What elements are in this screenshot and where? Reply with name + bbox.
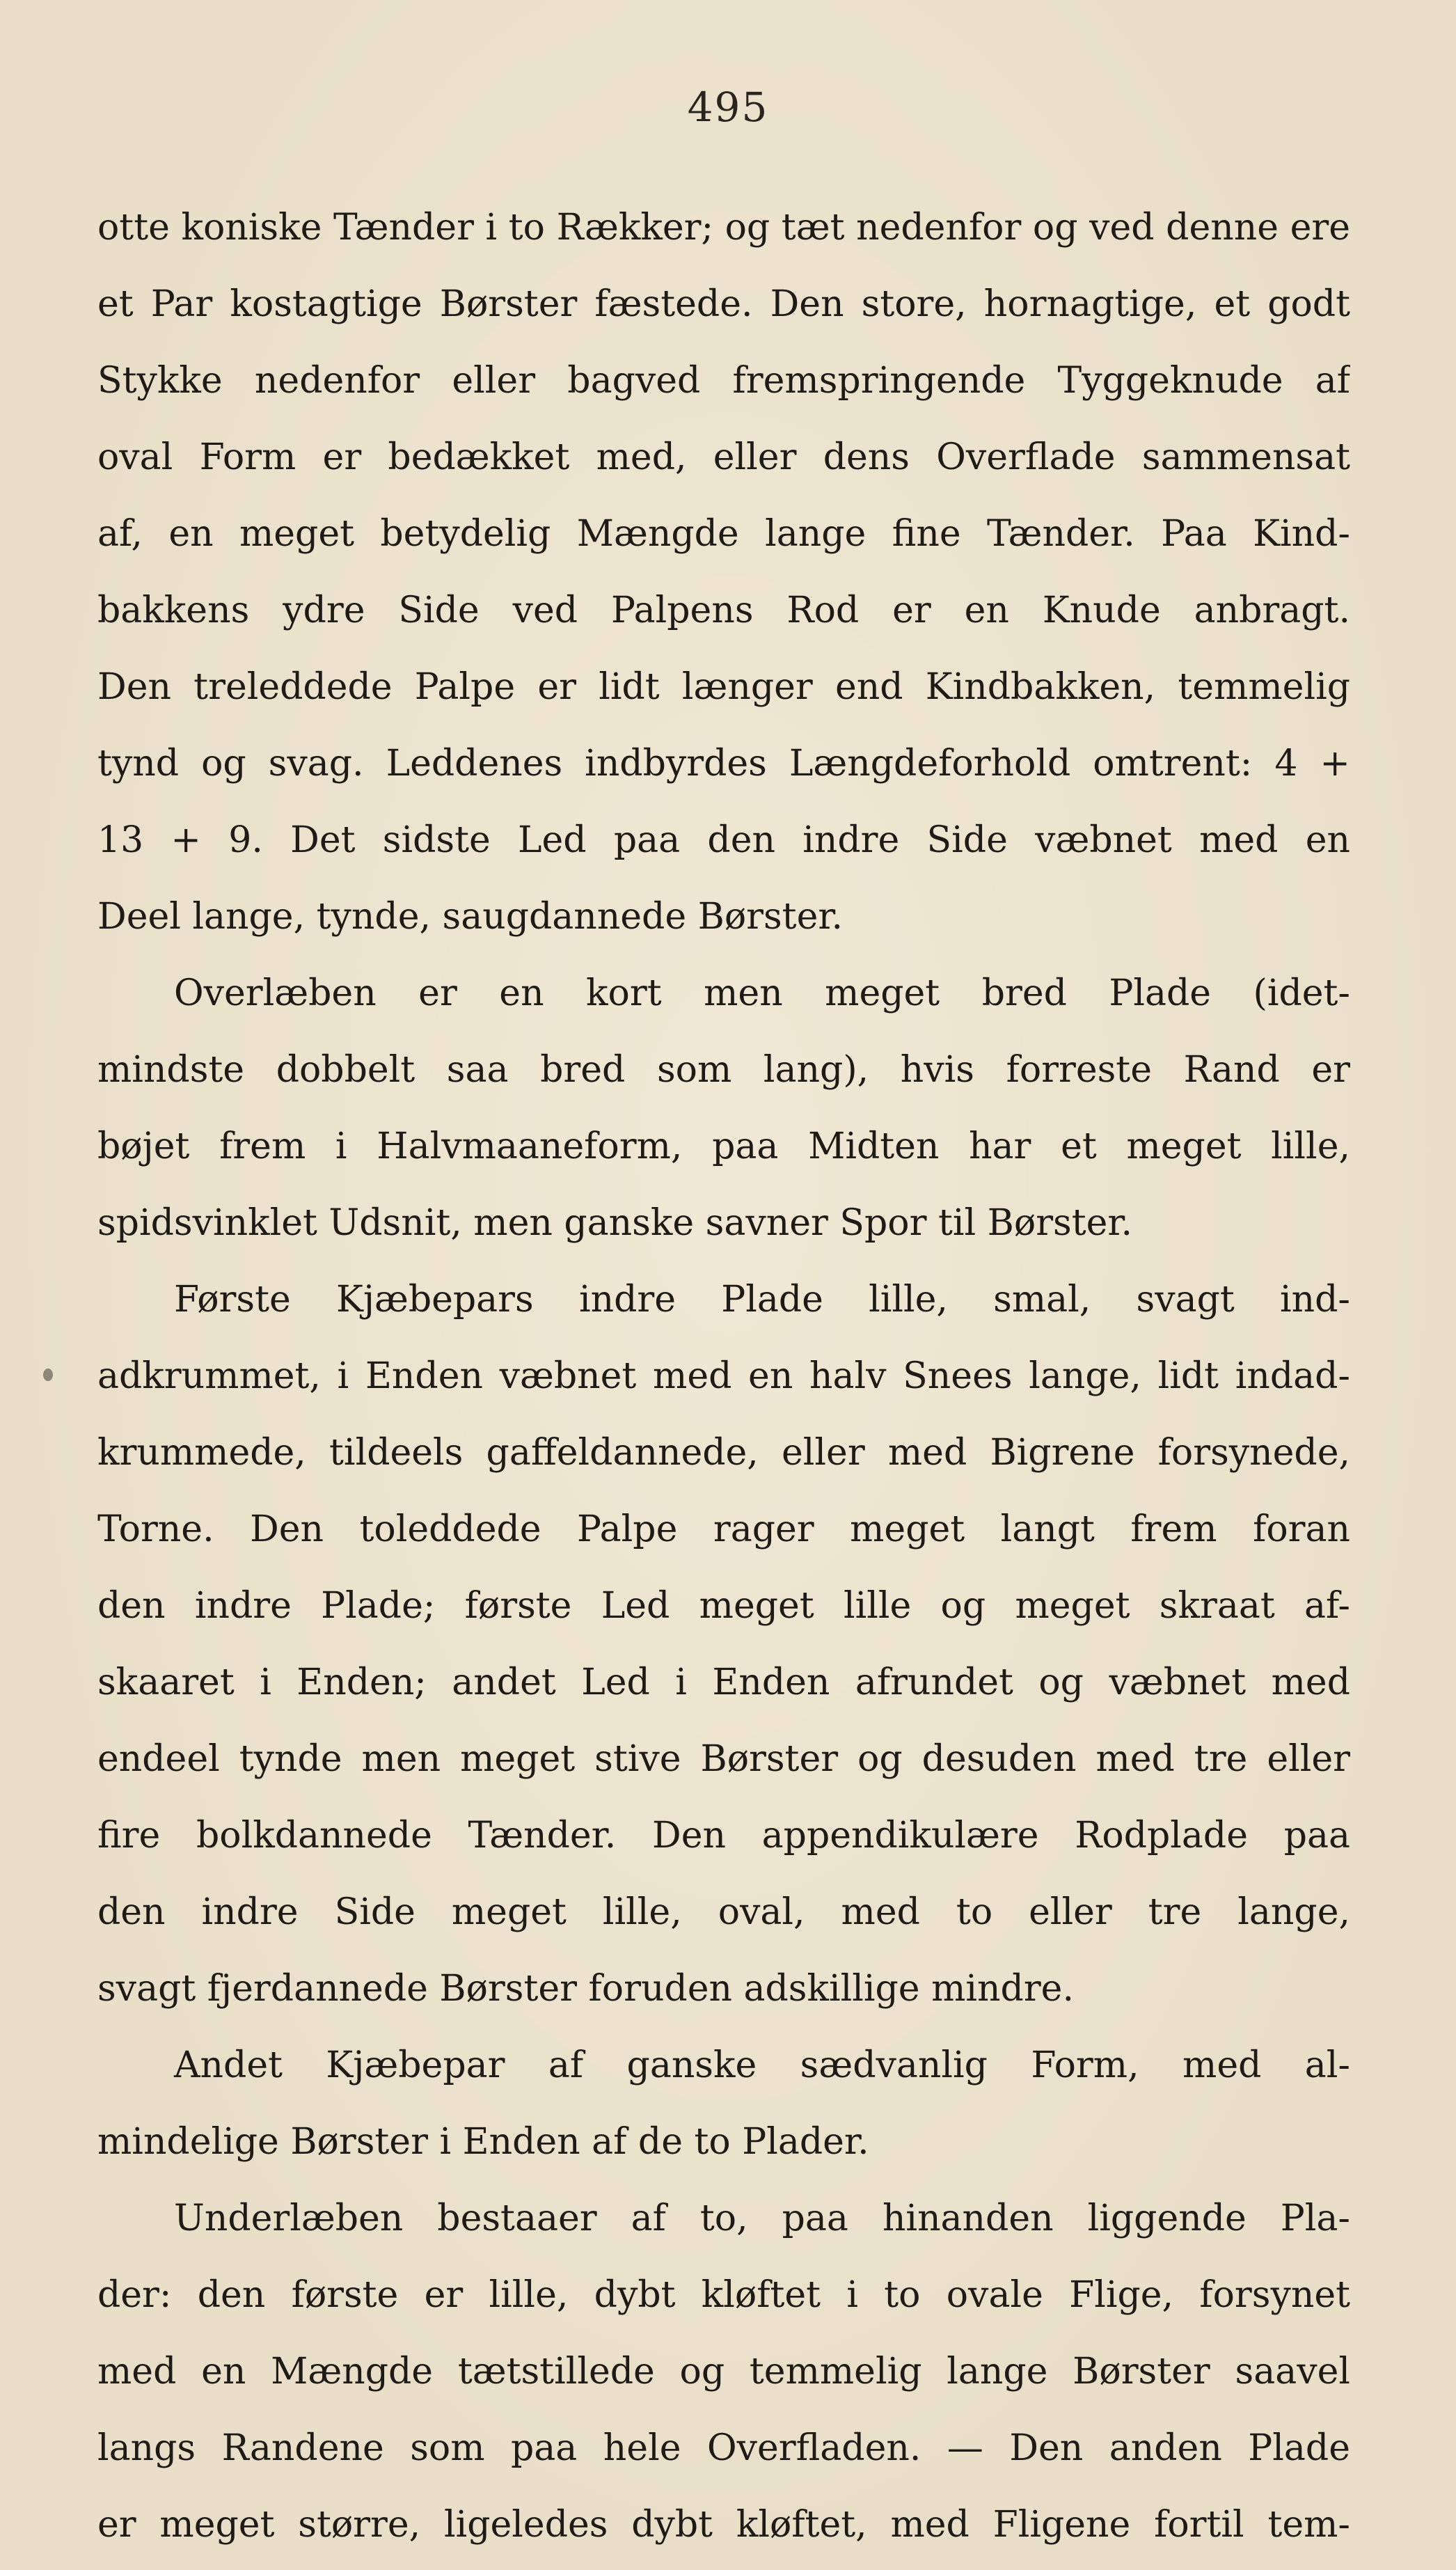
text-line: et Par kostagtige Børster fæstede. Den store, hornagtige, et godt: [97, 283, 1350, 325]
text-line: er meget større, ligeledes dybt kløftet, med Fligene fortil tem-: [97, 2504, 1350, 2546]
paragraph-start-line: Underlæben bestaaer af to, paa hinanden liggende Pla-: [174, 2198, 1350, 2239]
text-line: Torne. Den toleddede Palpe rager meget langt frem foran: [97, 1508, 1350, 1550]
paragraph-start-line: Overlæben er en kort men meget bred Plade (idet-: [174, 972, 1350, 1014]
text-line: bakkens ydre Side ved Palpens Rod er en Knude anbragt.: [97, 590, 1350, 631]
page-number: 495: [687, 84, 769, 131]
text-line: fire bolkdannede Tænder. Den appendikulære Rodplade paa: [97, 1815, 1350, 1856]
text-line: Stykke nedenfor eller bagved fremspringende Tyggeknude af: [97, 360, 1350, 402]
text-line: krummede, tildeels gaffeldannede, eller med Bigrene forsynede,: [97, 1432, 1350, 1474]
ink-speck: [43, 1369, 53, 1381]
text-line: bøjet frem i Halvmaaneform, paa Midten har et meget lille,: [97, 1126, 1350, 1167]
paragraph-start-line: Første Kjæbepars indre Plade lille, smal, svagt ind-: [174, 1279, 1350, 1321]
text-line: mindelige Børster i Enden af de to Plader.: [97, 2121, 869, 2163]
text-line: Den treleddede Palpe er lidt længer end Kindbakken, temmelig: [97, 666, 1350, 708]
text-line: skaaret i Enden; andet Led i Enden afrundet og væbnet med: [97, 1662, 1350, 1703]
text-line: spidsvinklet Udsnit, men ganske savner Spor til Børster.: [97, 1202, 1133, 1244]
text-line: adkrummet, i Enden væbnet med en halv Snees lange, lidt indad-: [97, 1355, 1350, 1397]
text-line: mindste dobbelt saa bred som lang), hvis forreste Rand er: [97, 1049, 1350, 1091]
text-line: langs Randene som paa hele Overfladen. — Den anden Plade: [97, 2427, 1350, 2469]
text-line: endeel tynde men meget stive Børster og desuden med tre eller: [97, 1738, 1350, 1780]
text-line: den indre Plade; første Led meget lille og meget skraat af-: [97, 1585, 1350, 1627]
text-line: tynd og svag. Leddenes indbyrdes Længdeforhold omtrent: 4 +: [97, 743, 1350, 785]
text-line: af, en meget betydelig Mængde lange fine Tænder. Paa Kind-: [97, 513, 1350, 555]
text-line: med en Mængde tætstillede og temmelig lange Børster saavel: [97, 2351, 1350, 2392]
text-line: den indre Side meget lille, oval, med to eller tre lange,: [97, 1891, 1350, 1933]
text-line: otte koniske Tænder i to Rækker; og tæt nedenfor og ved denne ere: [97, 207, 1350, 249]
text-line: svagt fjerdannede Børster foruden adskillige mindre.: [97, 1968, 1074, 2010]
text-line: der: den første er lille, dybt kløftet i to ovale Flige, forsynet: [97, 2274, 1350, 2316]
paragraph-start-line: Andet Kjæbepar af ganske sædvanlig Form, med al-: [174, 2044, 1350, 2086]
text-line: Deel lange, tynde, saugdannede Børster.: [97, 896, 844, 938]
body-text: [97, 189, 1350, 2563]
text-line: 13 + 9. Det sidste Led paa den indre Side væbnet med en: [97, 819, 1350, 861]
text-line: oval Form er bedækket med, eller dens Overflade sammensat: [97, 436, 1350, 478]
